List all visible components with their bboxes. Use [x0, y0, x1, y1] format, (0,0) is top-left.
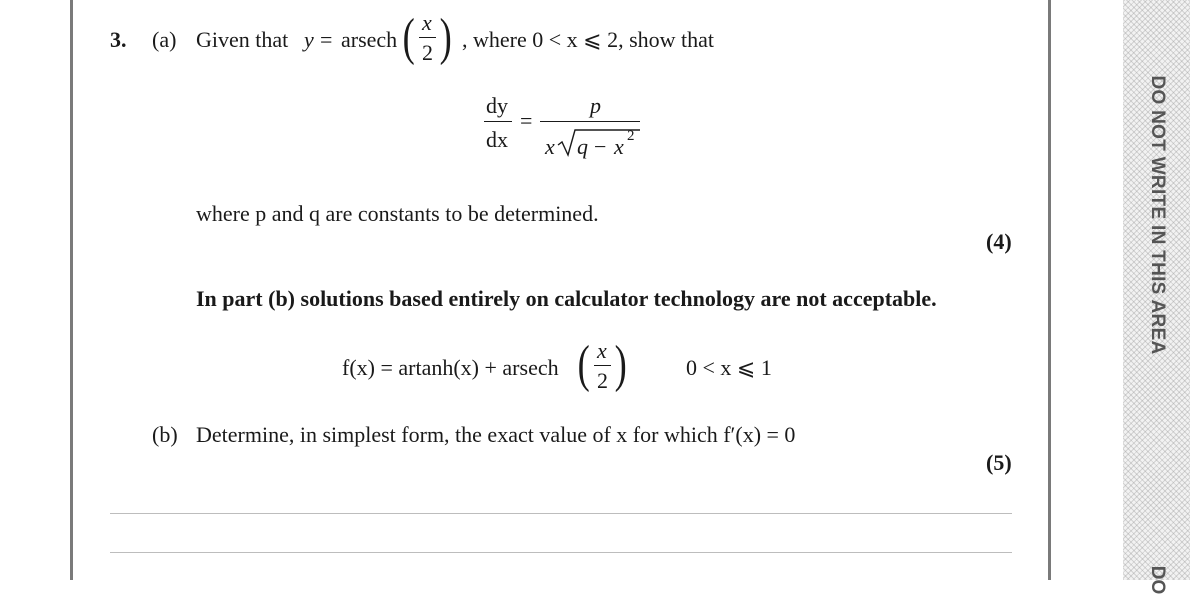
- dydx-bar: [484, 121, 512, 122]
- margin-warning-next: DO: [1147, 565, 1168, 594]
- dx-denominator: dx: [486, 127, 508, 152]
- marks-part-a: (4): [986, 229, 1012, 254]
- function-definition: f(x) = artanh(x) + arsech: [342, 355, 559, 380]
- calculator-instruction: In part (b) solutions based entirely on calculator technology are not acceptable.: [196, 286, 937, 311]
- range-condition: , where 0 < x ⩽ 2, show that: [462, 27, 715, 52]
- margin-warning: DO NOT WRITE IN THIS AREA: [1147, 75, 1168, 355]
- squared-exponent: 2: [627, 128, 635, 144]
- x-factor: x: [545, 134, 555, 159]
- equals-sign: =: [320, 27, 333, 52]
- q-constant: q: [577, 134, 588, 159]
- f-fraction-denominator: 2: [597, 368, 608, 393]
- where-p-q-text: where p and q are constants to be determined.: [196, 201, 599, 226]
- dy-numerator: dy: [486, 93, 508, 118]
- part-a-label: (a): [152, 27, 177, 52]
- right-paren: ): [439, 9, 452, 66]
- part-b-label: (b): [152, 422, 178, 447]
- fraction-numerator: x: [422, 10, 432, 35]
- left-paren: (: [402, 9, 415, 66]
- marks-part-b: (5): [986, 450, 1012, 475]
- part-b-text: Determine, in simplest form, the exact value of x for which f′(x) = 0: [196, 422, 796, 447]
- page-right-border: [1048, 0, 1051, 580]
- part-a-intro: Given that: [196, 27, 289, 52]
- derivative-equals: =: [520, 108, 533, 133]
- f-right-paren: ): [614, 336, 627, 393]
- fraction-bar: [419, 37, 436, 38]
- function-range: 0 < x ⩽ 1: [686, 355, 772, 380]
- question-number: 3.: [110, 27, 127, 52]
- page-left-border: [70, 0, 73, 580]
- rhs-bar: [540, 121, 640, 122]
- f-fraction-bar: [594, 365, 611, 366]
- p-numerator: p: [590, 93, 601, 118]
- y-variable: y: [304, 27, 314, 52]
- fraction-denominator: 2: [422, 40, 433, 65]
- x-squared-base: x: [614, 134, 624, 159]
- answer-line: [110, 513, 1012, 514]
- f-left-paren: (: [577, 336, 590, 393]
- answer-line: [110, 552, 1012, 553]
- minus-sign: −: [594, 134, 607, 159]
- arsech-label: arsech: [341, 27, 398, 52]
- f-fraction-numerator: x: [597, 338, 607, 363]
